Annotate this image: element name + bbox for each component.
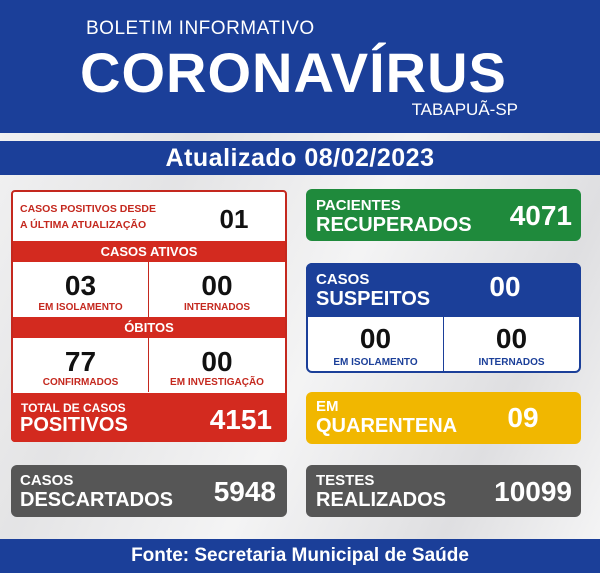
tests-value: 10099 [494,476,572,507]
new-cases-value: 01 [219,204,249,234]
suspected-hospitalized-label: INTERNADOS [478,357,545,368]
suspected-isolation-value: 00 [359,323,392,354]
recovered-label-line1: PACIENTES [316,197,401,214]
deaths-header: ÓBITOS [13,317,285,338]
tests-label-line2: REALIZADOS [316,489,446,511]
quarantine-value: 09 [507,402,539,433]
discarded-label-line2: DESCARTADOS [20,489,173,511]
page-title: CORONAVÍRUS [80,41,507,104]
recovered-label-line2: RECUPERADOS [316,214,472,236]
new-cases-label-line2: A ÚLTIMA ATUALIZAÇÃO [20,219,147,231]
suspected-value: 00 [489,271,521,302]
investigating-deaths-label: EM INVESTIGAÇÃO [170,377,264,388]
suspected-hospitalized-value: 00 [495,323,528,354]
source-note: Fonte: Secretaria Municipal de Saúde [131,545,469,566]
active-hospitalized-label: INTERNADOS [183,302,251,313]
quarantine-label-line2: QUARENTENA [316,415,458,437]
active-hospitalized-value: 00 [201,270,233,301]
discarded-label-line1: CASOS [20,472,74,489]
quarantine-label-line1: EM [316,398,339,415]
active-cases-header: CASOS ATIVOS [13,241,285,262]
discarded-value: 5948 [213,476,276,507]
total-positive-label-line1: TOTAL DE CASOS [21,401,126,415]
recovered-value: 4071 [509,200,572,231]
investigating-deaths-value: 00 [201,346,233,377]
update-date: Atualizado 08/02/2023 [165,144,435,172]
suspected-isolation-label: EM ISOLAMENTO [333,357,418,368]
active-isolation-value: 03 [64,270,97,301]
total-positive-value: 4151 [209,404,272,435]
active-isolation-label: EM ISOLAMENTO [38,302,123,313]
total-positive-label-line2: POSITIVOS [20,414,128,436]
confirmed-deaths-label: CONFIRMADOS [42,377,119,388]
confirmed-deaths-value: 77 [64,346,97,377]
city-label: TABAPUÃ-SP [411,100,518,119]
suspected-label-line2: SUSPEITOS [316,288,431,310]
tests-label-line1: TESTES [316,472,375,489]
bulletin-subtitle: BOLETIM INFORMATIVO [86,18,315,39]
suspected-label-line1: CASOS [316,271,370,288]
new-cases-label [20,201,190,233]
new-cases-label-line1: CASOS POSITIVOS DESDE [20,203,156,215]
